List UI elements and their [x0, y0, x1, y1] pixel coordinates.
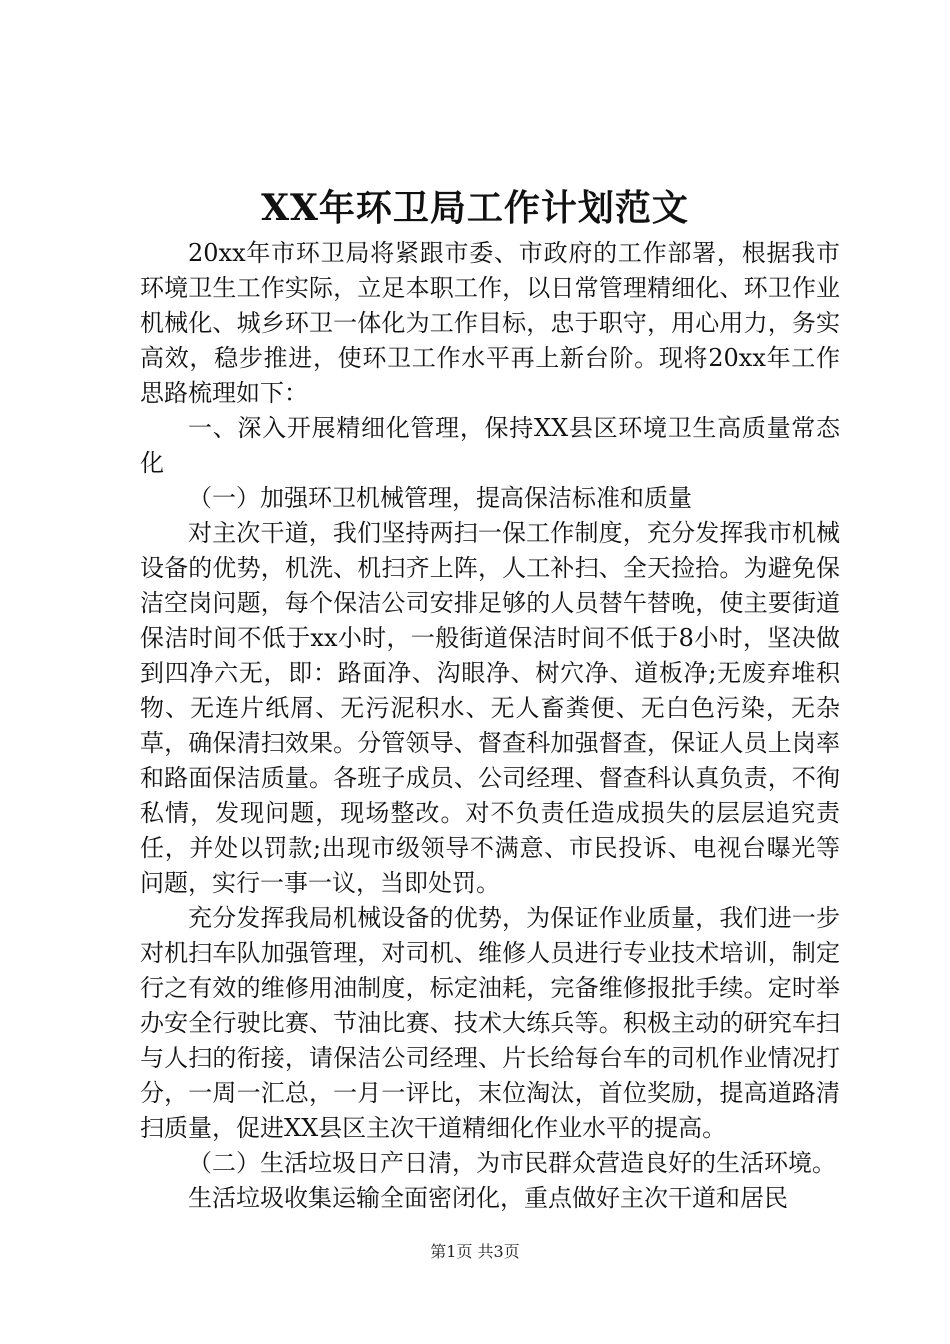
subheading-1: （一）加强环卫机械管理，提高保洁标准和质量 — [188, 484, 692, 512]
paragraph-intro: 20xx年市环卫局将紧跟市委、市政府的工作部署，根据我市环境卫生工作实际，立足本职工作，以日常管理精细化、环卫作业机械化、城乡环卫一体化为工作目标，忠于职守，用心用力，务实高效，稳步推进，使环卫工作水平再上新台阶。现将20xx年工作思路梳理如下： — [140, 239, 840, 407]
paragraph-main-roads: 对主次干道，我们坚持两扫一保工作制度，充分发挥我市机械设备的优势，机洗、机扫齐上阵，人工补扫、全天捡拾。为避免保洁空岗问题，每个保洁公司安排足够的人员替午替晚，使主要街道保洁时间不低于xx小时，一般街道保洁时间不低于8小时，坚决做到四净六无，即：路面净、沟眼净、树穴净、道板净;无废弃堆积物、无连片纸屑、无污泥积水、无人畜粪便、无白色污染，无杂草，确保清扫效果。分管领导、督查科加强督查，保证人员上岗率和路面保洁质量。各班子成员、公司经理、督查科认真负责，不徇私情，发现问题，现场整改。对不负责任造成损失的层层追究责任，并处以罚款;出现市级领导不满意、市民投诉、电视台曝光等问题，实行一事一议，当即处罚。 — [140, 519, 840, 897]
subheading-2: （二）生活垃圾日产日清，为市民群众营造良好的生活环境。 — [188, 1149, 836, 1177]
page-footer: 第1页 共3页 — [430, 1242, 520, 1261]
paragraph-garbage: 生活垃圾收集运输全面密闭化，重点做好主次干道和居民 — [188, 1184, 788, 1212]
paragraph-machinery: 充分发挥我局机械设备的优势，为保证作业质量，我们进一步对机扫车队加强管理，对司机、维修人员进行专业技术培训，制定行之有效的维修用油制度，标定油耗，完备维修报批手续。定时举办安全行驶比赛、节油比赛、技术大练兵等。积极主动的研究车扫与人扫的衔接，请保洁公司经理、片长给每台车的司机作业情况打分，一周一汇总，一月一评比，末位淘汰，首位奖励，提高道路清扫质量，促进XX县区主次干道精细化作业水平的提高。 — [140, 904, 840, 1142]
heading-section-1: 一、深入开展精细化管理，保持XX县区环境卫生高质量常态化 — [140, 414, 840, 477]
document-body — [140, 236, 840, 1216]
document-title: XX年环卫局工作计划范文 — [261, 187, 689, 229]
